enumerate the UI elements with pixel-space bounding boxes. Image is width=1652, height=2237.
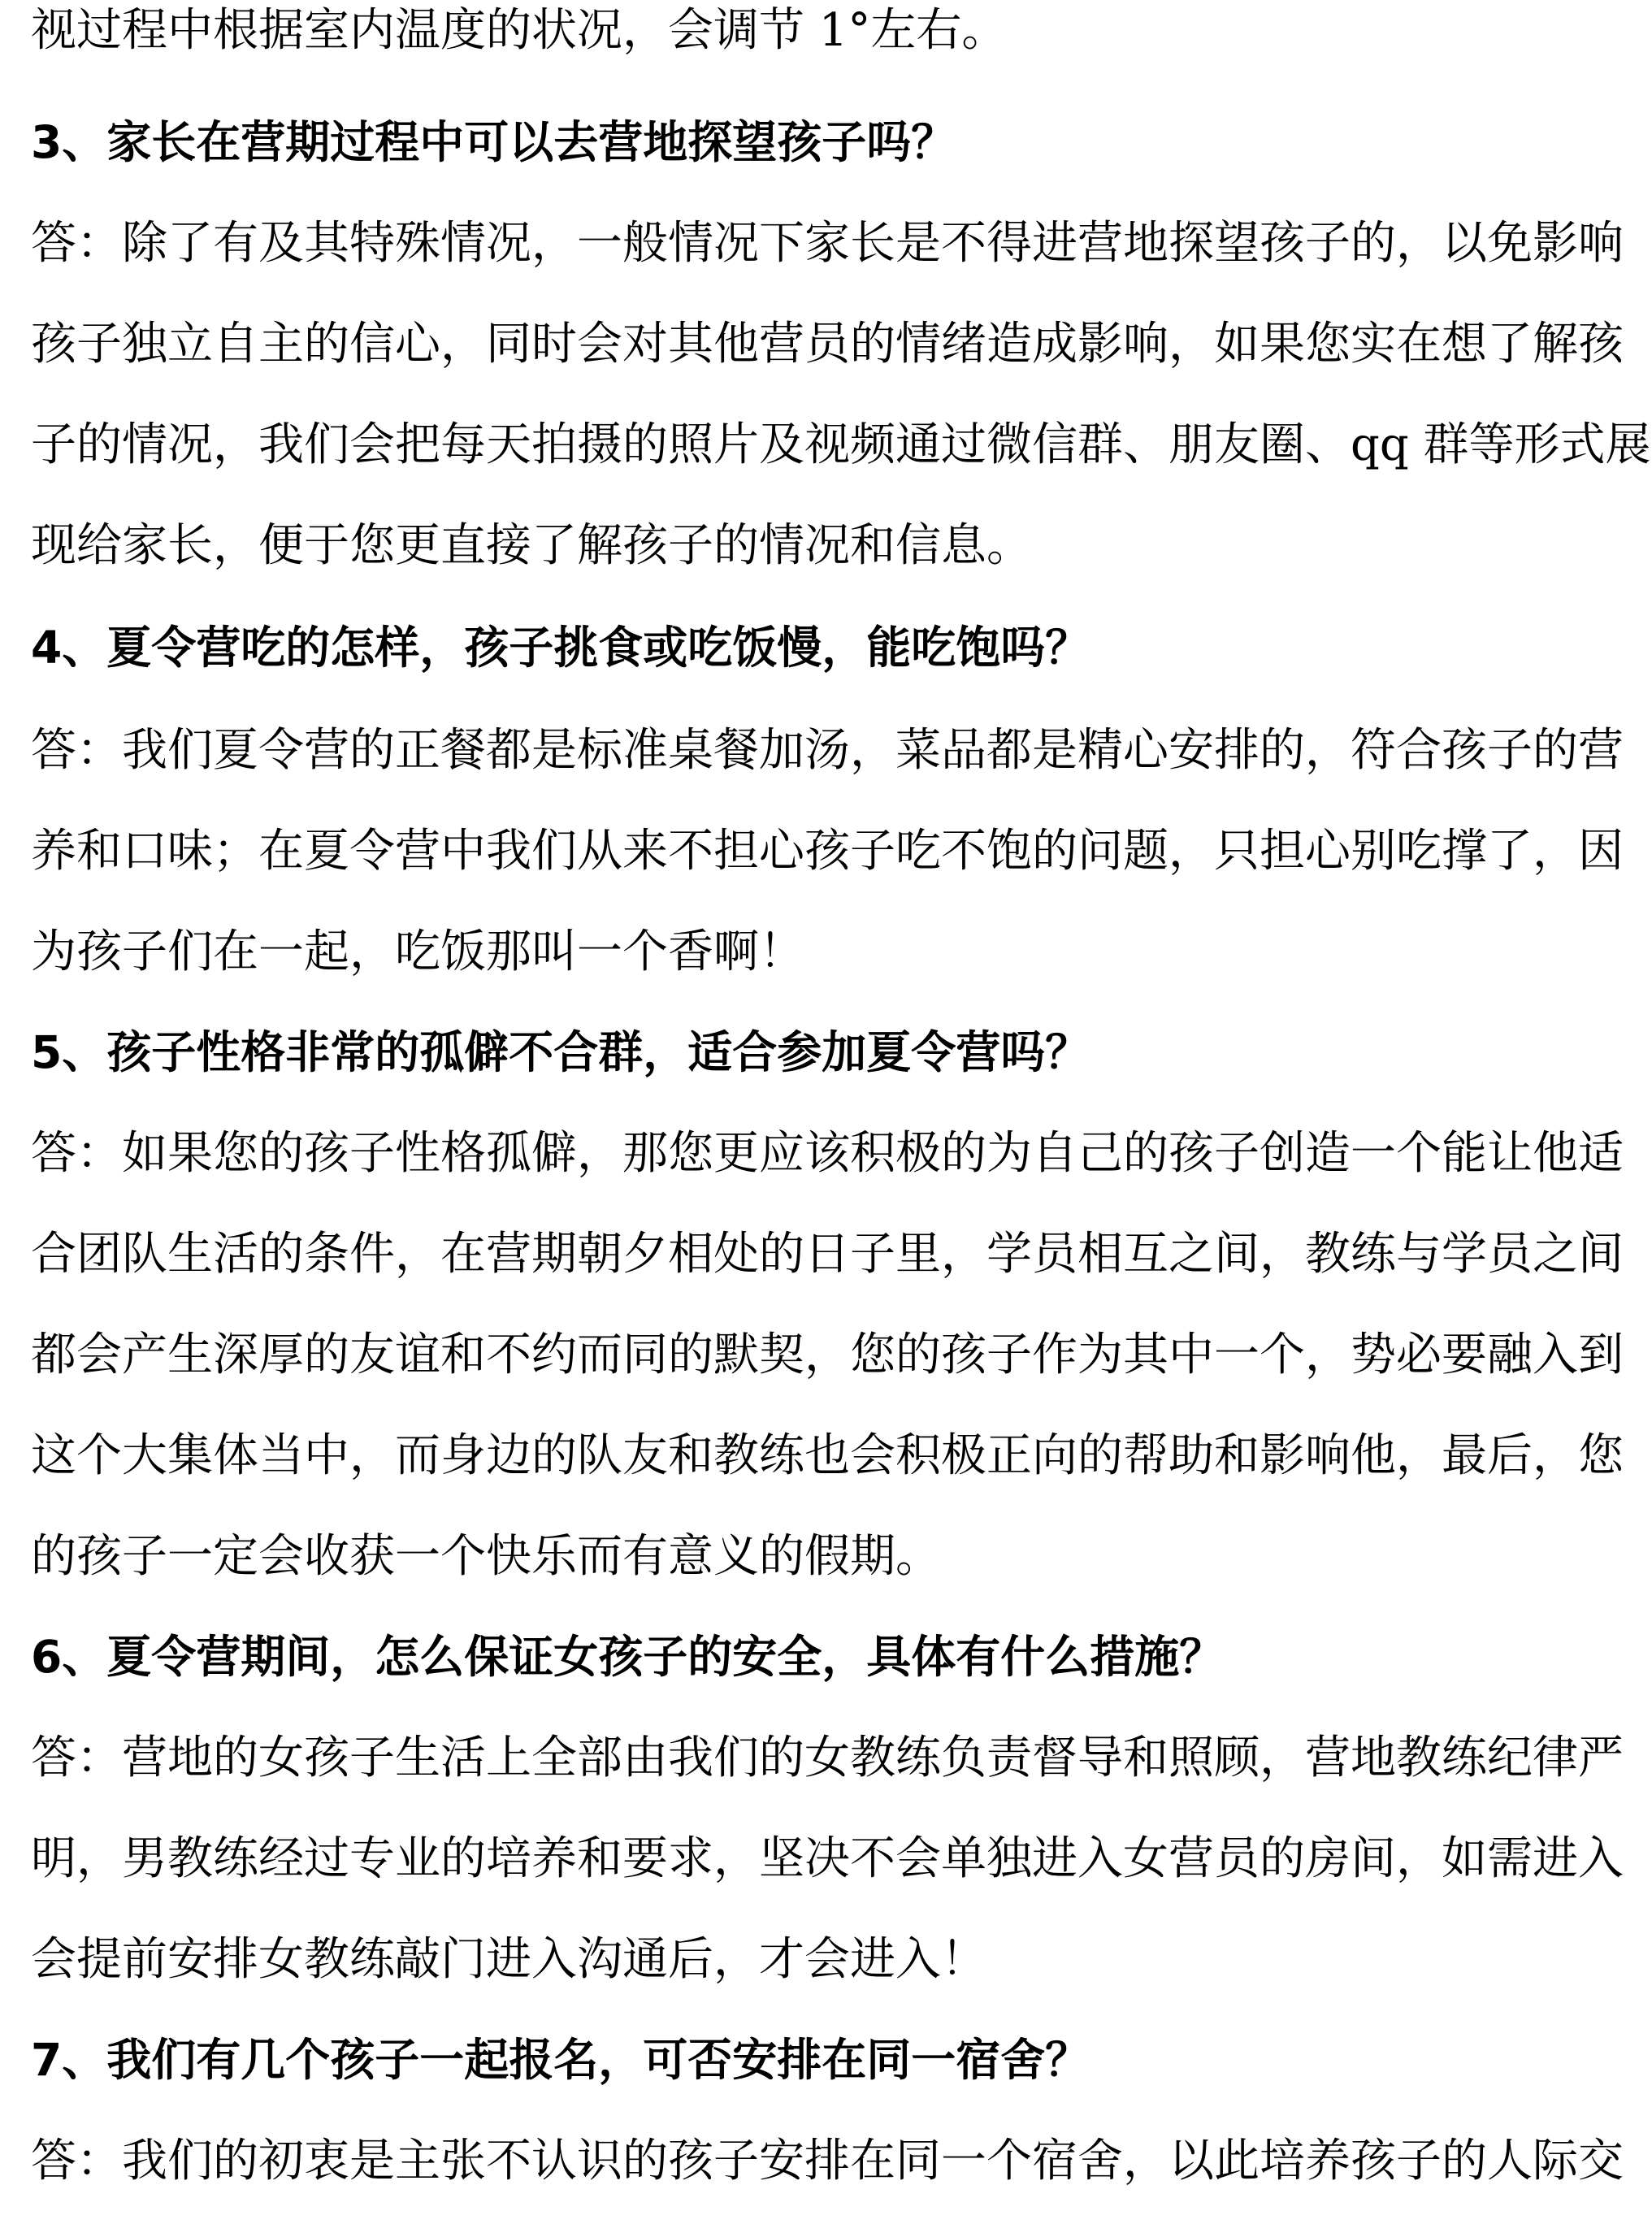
faq-answer-line: 合团队生活的条件，在营期朝夕相处的日子里，学员相互之间，教练与学员之间: [31, 1228, 1624, 1281]
faq-answer-line: 都会产生深厚的友谊和不约而同的默契，您的孩子作为其中一个，势必要融入到: [31, 1329, 1624, 1381]
faq-answer-line: 会提前安排女教练敲门进入沟通后，才会进入！: [31, 1933, 986, 1986]
faq-answer-line: 为孩子们在一起，吃饭那叫一个香啊！: [31, 926, 804, 978]
faq-question-5: 5、孩子性格非常的孤僻不合群，适合参加夏令营吗？: [31, 1026, 1090, 1078]
faq-answer-line: 视过程中根据室内温度的状况，会调节 1°左右。: [31, 4, 1008, 57]
faq-question-6: 6、夏令营期间，怎么保证女孩子的安全，具体有什么措施？: [31, 1631, 1225, 1683]
faq-answer-line: 这个大集体当中，而身边的队友和教练也会积极正向的帮助和影响他，最后，您: [31, 1429, 1624, 1482]
faq-answer-line: 答：如果您的孩子性格孤僻，那您更应该积极的为自己的孩子创造一个能让他适: [31, 1127, 1624, 1180]
faq-answer-line: 现给家长，便于您更直接了解孩子的情况和信息。: [31, 519, 1032, 572]
faq-answer-line: 养和口味；在夏令营中我们从来不担心孩子吃不饱的问题，只担心别吃撑了，因: [31, 825, 1624, 878]
faq-answer-line: 答：我们的初衷是主张不认识的孩子安排在同一个宿舍，以此培养孩子的人际交: [31, 2135, 1624, 2187]
faq-answer-line: 的孩子一定会收获一个快乐而有意义的假期。: [31, 1530, 941, 1583]
faq-answer-line: 答：营地的女孩子生活上全部由我们的女教练负责督导和照顾，营地教练纪律严: [31, 1732, 1624, 1784]
faq-answer-line: 子的情况，我们会把每天拍摄的照片及视频通过微信群、朋友圈、qq 群等形式展: [31, 418, 1651, 471]
faq-answer-line: 答：我们夏令营的正餐都是标准桌餐加汤，菜品都是精心安排的，符合孩子的营: [31, 724, 1624, 777]
faq-answer-line: 答：除了有及其特殊情况，一般情况下家长是不得进营地探望孩子的，以免影响: [31, 217, 1624, 270]
faq-question-4: 4、夏令营吃的怎样，孩子挑食或吃饭慢，能吃饱吗？: [31, 622, 1090, 674]
faq-question-3: 3、家长在营期过程中可以去营地探望孩子吗？: [31, 116, 956, 168]
faq-answer-line: 明，男教练经过专业的培养和要求，坚决不会单独进入女营员的房间，如需进入: [31, 1832, 1624, 1885]
faq-question-7: 7、我们有几个孩子一起报名，可否安排在同一宿舍？: [31, 2034, 1090, 2086]
faq-answer-line: 孩子独立自主的信心，同时会对其他营员的情绪造成影响，如果您实在想了解孩: [31, 318, 1624, 371]
